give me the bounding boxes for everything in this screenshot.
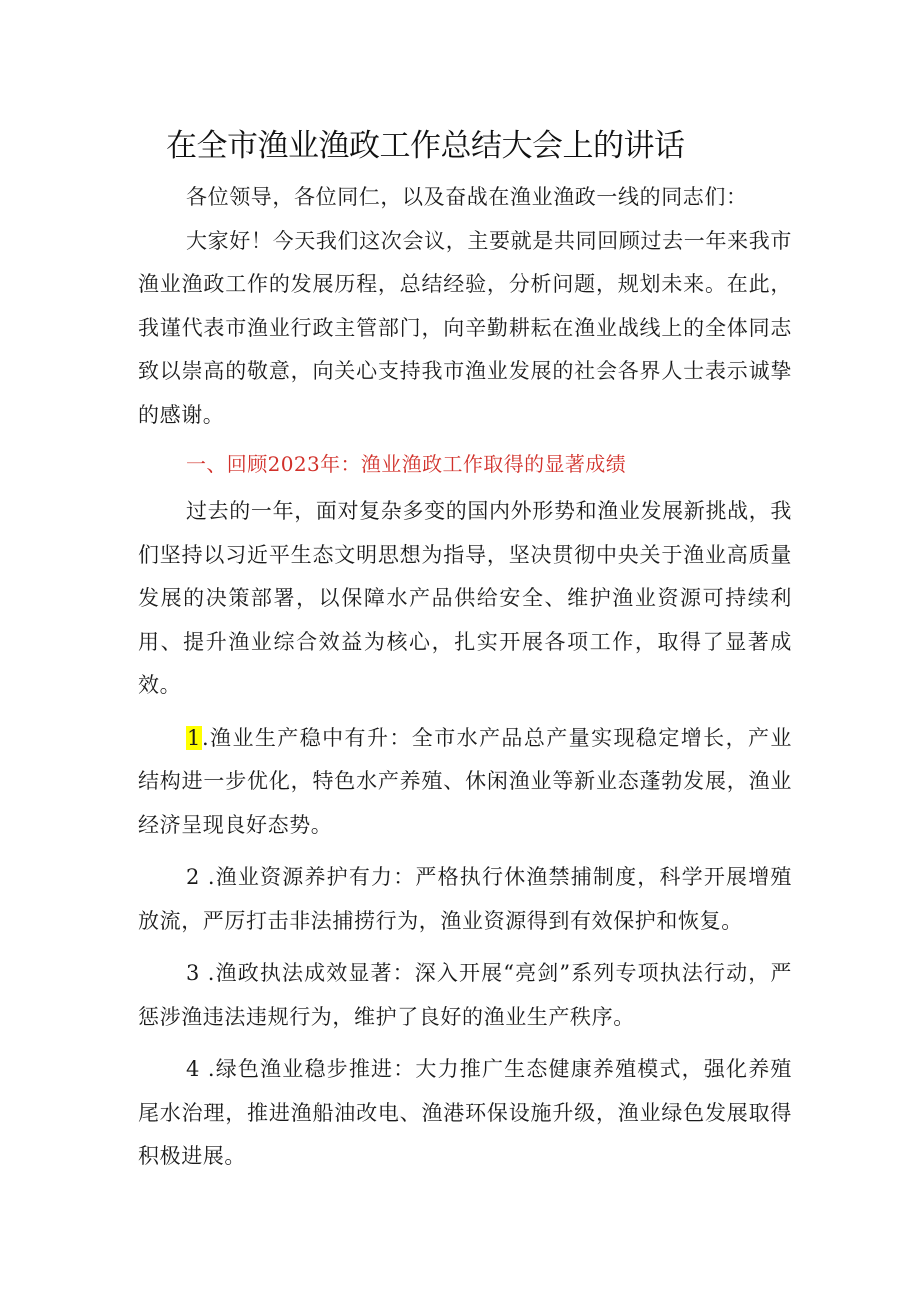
list-item-4 <box>138 1048 792 1179</box>
list-item-1 <box>138 717 792 848</box>
section-1-body: 过去的一年，面对复杂多变的国内外形势和渔业发展新挑战，我们坚持以习近平生态文明思想为指导，坚决贯彻中央关于渔业高质量发展的决策部署，以保障水产品供给安全、维护渔业资源可持续利用、提升渔业综合效益为核心，扎实开展各项工作，取得了显著成效。 <box>138 499 792 697</box>
document-title: 在全市渔业渔政工作总结大会上的讲话 <box>166 128 685 164</box>
greeting-paragraph: 各位领导，各位同仁，以及奋战在渔业渔政一线的同志们： <box>186 185 748 209</box>
item-text: .绿色渔业稳步推进：大力推广生态健康养殖模式，强化养殖尾水治理，推进渔船油改电、渔港环保设施升级，渔业绿色发展取得积极进展。 <box>138 1057 792 1168</box>
item-number: 4 <box>186 1057 200 1081</box>
item-text: .渔业生产稳中有升：全市水产品总产量实现稳定增长，产业结构进一步优化，特色水产养殖、休闲渔业等新业态蓬勃发展，渔业经济呈现良好态势。 <box>138 725 792 837</box>
item-text: .渔政执法成效显著：深入开展“亮剑”系列专项执法行动，严惩涉渔违法违规行为，维护了良好的渔业生产秩序。 <box>138 961 792 1029</box>
list-item-2 <box>138 856 792 943</box>
document-body <box>138 118 792 1179</box>
item-number-highlighted: 1 <box>187 725 201 750</box>
list-item-3 <box>138 952 792 1039</box>
section-heading-1: 一、回顾2023年：渔业渔政工作取得的显著成绩 <box>186 452 627 476</box>
intro-paragraph: 大家好！今天我们这次会议，主要就是共同回顾过去一年来我市渔业渔政工作的发展历程，总结经验，分析问题，规划未来。在此，我谨代表市渔业行政主管部门，向辛勤耕耘在渔业战线上的全体同志致以崇高的敬意，向关心支持我市渔业发展的社会各界人士表示诚挚的感谢。 <box>138 228 792 427</box>
item-number: 2 <box>186 865 200 889</box>
item-text: .渔业资源养护有力：严格执行休渔禁捕制度，科学开展增殖放流，严厉打击非法捕捞行为，渔业资源得到有效保护和恢复。 <box>138 865 792 933</box>
item-number: 3 <box>186 961 200 985</box>
